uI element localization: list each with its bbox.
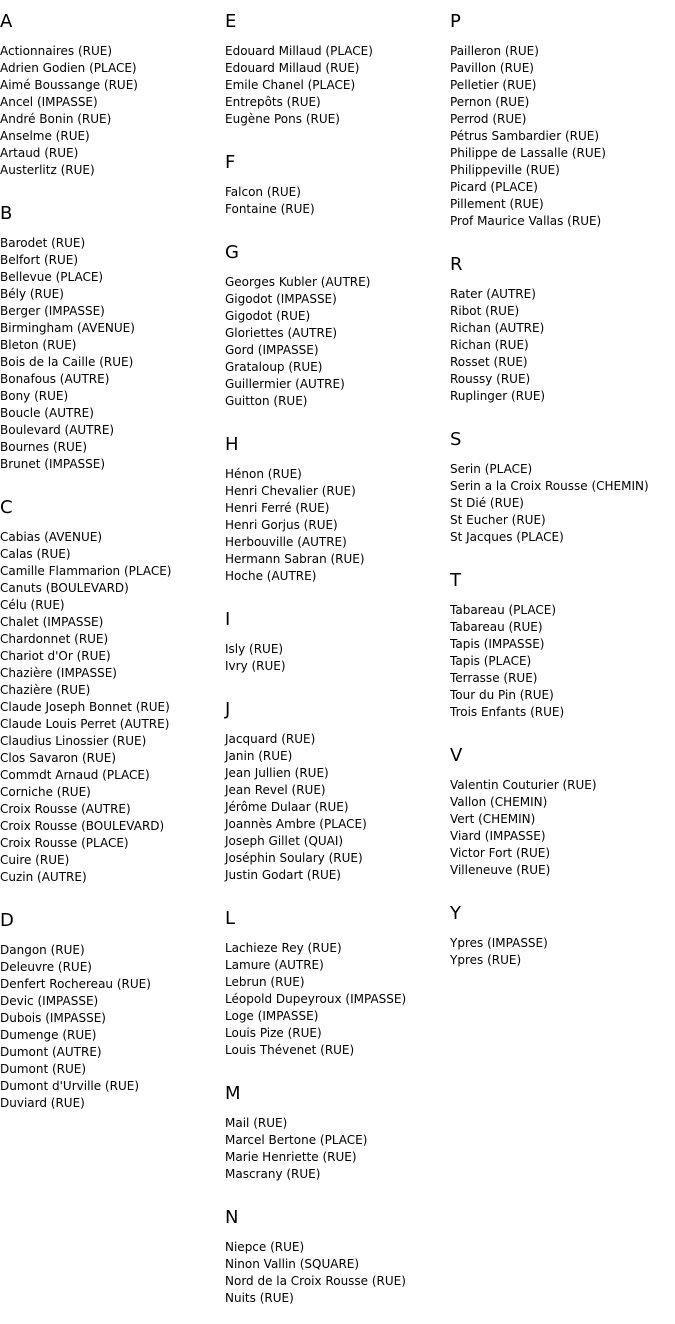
street-link[interactable]: Cabias (AVENUE)	[0, 530, 103, 544]
letter-heading: L	[225, 908, 236, 929]
street-link[interactable]: Viard (IMPASSE)	[450, 829, 546, 843]
letter-heading: T	[450, 570, 461, 591]
street-link[interactable]: Joannès Ambre (PLACE)	[225, 817, 367, 831]
street-link[interactable]: Gigodot (IMPASSE)	[225, 292, 337, 306]
street-link[interactable]: Adrien Godien (PLACE)	[0, 61, 137, 75]
street-link[interactable]: Mail (RUE)	[225, 1116, 288, 1130]
street-link[interactable]: Villeneuve (RUE)	[450, 863, 551, 877]
column-1	[0, 12, 225, 1112]
street-link[interactable]: Tapis (PLACE)	[450, 654, 532, 668]
street-link[interactable]: Chardonnet (RUE)	[0, 632, 109, 646]
letter-section-p	[450, 12, 675, 230]
street-link[interactable]: Grataloup (RUE)	[225, 360, 323, 374]
letter-section-y	[450, 904, 675, 969]
street-link[interactable]: Cuire (RUE)	[0, 853, 70, 867]
column-2	[225, 12, 450, 1307]
street-link[interactable]: Ypres (IMPASSE)	[450, 936, 548, 950]
street-link[interactable]: Croix Rousse (AUTRE)	[0, 802, 131, 816]
street-link[interactable]: Falcon (RUE)	[225, 185, 301, 199]
letter-heading: S	[450, 429, 462, 450]
street-link[interactable]: Commdt Arnaud (PLACE)	[0, 768, 150, 782]
street-link[interactable]: Serin (PLACE)	[450, 462, 533, 476]
street-link[interactable]: Canuts (BOULEVARD)	[0, 581, 129, 595]
street-link[interactable]: Aimé Boussange (RUE)	[0, 78, 138, 92]
street-link[interactable]: Picard (PLACE)	[450, 180, 538, 194]
letter-section-l	[225, 909, 450, 1059]
street-link[interactable]: Valentin Couturier (RUE)	[450, 778, 597, 792]
street-link[interactable]: Austerlitz (RUE)	[0, 163, 95, 177]
street-link[interactable]: Devic (IMPASSE)	[0, 994, 99, 1008]
street-link[interactable]: Tabareau (PLACE)	[450, 603, 557, 617]
letter-heading: G	[225, 242, 239, 263]
letter-section-j	[225, 700, 450, 884]
street-link[interactable]: Bournes (RUE)	[0, 440, 88, 454]
street-link[interactable]: Gloriettes (AUTRE)	[225, 326, 338, 340]
street-link[interactable]: Henri Ferré (RUE)	[225, 501, 330, 515]
street-link[interactable]: Emile Chanel (PLACE)	[225, 78, 356, 92]
street-link[interactable]: Tapis (IMPASSE)	[450, 637, 545, 651]
street-link[interactable]: Rosset (RUE)	[450, 355, 528, 369]
street-link[interactable]: Ribot (RUE)	[450, 304, 520, 318]
street-link[interactable]: Nord de la Croix Rousse (RUE)	[225, 1274, 406, 1288]
street-link[interactable]: Dumont (RUE)	[0, 1062, 87, 1076]
street-link[interactable]: Pavillon (RUE)	[450, 61, 534, 75]
street-link[interactable]: Henri Chevalier (RUE)	[225, 484, 356, 498]
street-link[interactable]: Richan (RUE)	[450, 338, 529, 352]
letter-section-v	[450, 746, 675, 879]
street-link[interactable]: Camille Flammarion (PLACE)	[0, 564, 172, 578]
street-link[interactable]: Pétrus Sambardier (RUE)	[450, 129, 600, 143]
street-link[interactable]: Gord (IMPASSE)	[225, 343, 319, 357]
street-link[interactable]: Ninon Vallin (SQUARE)	[225, 1257, 360, 1271]
street-link[interactable]: Anselme (RUE)	[0, 129, 90, 143]
street-link[interactable]: Louis Pize (RUE)	[225, 1026, 322, 1040]
letter-section-d	[0, 911, 225, 1112]
street-list	[450, 43, 675, 230]
letter-section-b	[0, 204, 225, 473]
street-link[interactable]: Nuits (RUE)	[225, 1291, 294, 1305]
street-link[interactable]: Dubois (IMPASSE)	[0, 1011, 106, 1025]
street-link[interactable]: Justin Godart (RUE)	[225, 868, 341, 882]
street-link[interactable]: Philippe de Lassalle (RUE)	[450, 146, 606, 160]
street-link[interactable]: Croix Rousse (BOULEVARD)	[0, 819, 165, 833]
street-list	[0, 235, 225, 473]
street-link[interactable]: Dumenge (RUE)	[0, 1028, 97, 1042]
letter-heading: F	[225, 152, 236, 173]
letter-section-i	[225, 610, 450, 675]
street-link[interactable]: Isly (RUE)	[225, 642, 284, 656]
letter-section-a	[0, 12, 225, 179]
letter-section-g	[225, 243, 450, 410]
street-link[interactable]: Bois de la Caille (RUE)	[0, 355, 134, 369]
letter-heading: R	[450, 254, 463, 275]
street-list	[225, 1239, 450, 1307]
street-link[interactable]: Lachieze Rey (RUE)	[225, 941, 342, 955]
street-link[interactable]: Richan (AUTRE)	[450, 321, 545, 335]
street-link[interactable]: Perrod (RUE)	[450, 112, 527, 126]
street-link[interactable]: Pillement (RUE)	[450, 197, 544, 211]
street-link[interactable]: Dumont (AUTRE)	[0, 1045, 102, 1059]
street-link[interactable]: Berger (IMPASSE)	[0, 304, 105, 318]
street-link[interactable]: Mascrany (RUE)	[225, 1167, 321, 1181]
street-link[interactable]: Bony (RUE)	[0, 389, 69, 403]
street-link[interactable]: Dangon (RUE)	[0, 943, 85, 957]
street-link[interactable]: Chazière (RUE)	[0, 683, 91, 697]
street-list	[450, 935, 675, 969]
street-list	[225, 940, 450, 1059]
street-link[interactable]: Pernon (RUE)	[450, 95, 530, 109]
street-link[interactable]: Denfert Rochereau (RUE)	[0, 977, 151, 991]
street-link[interactable]: Fontaine (RUE)	[225, 202, 315, 216]
street-link[interactable]: Vert (CHEMIN)	[450, 812, 536, 826]
street-link[interactable]: Brunet (IMPASSE)	[0, 457, 106, 471]
letter-section-n	[225, 1208, 450, 1307]
street-link[interactable]: Bély (RUE)	[0, 287, 64, 301]
column-3	[450, 12, 675, 969]
street-link[interactable]: Marie Henriette (RUE)	[225, 1150, 357, 1164]
street-list	[450, 286, 675, 405]
street-link[interactable]: Duviard (RUE)	[0, 1096, 85, 1110]
street-link[interactable]: Dumont d'Urville (RUE)	[0, 1079, 140, 1093]
letter-section-s	[450, 430, 675, 546]
street-link[interactable]: Boucle (AUTRE)	[0, 406, 94, 420]
street-link[interactable]: Célu (RUE)	[0, 598, 65, 612]
street-link[interactable]: St Dié (RUE)	[450, 496, 524, 510]
street-link[interactable]: St Jacques (PLACE)	[450, 530, 564, 544]
street-link[interactable]: Henri Gorjus (RUE)	[225, 518, 338, 532]
street-link[interactable]: Léopold Dupeyroux (IMPASSE)	[225, 992, 407, 1006]
street-link[interactable]: Ruplinger (RUE)	[450, 389, 546, 403]
street-list	[450, 777, 675, 879]
street-link[interactable]: Entrepôts (RUE)	[225, 95, 321, 109]
letter-section-t	[450, 571, 675, 721]
street-link[interactable]: Rater (AUTRE)	[450, 287, 536, 301]
street-list	[450, 461, 675, 546]
street-link[interactable]: Barodet (RUE)	[0, 236, 86, 250]
street-link[interactable]: Claudius Linossier (RUE)	[0, 734, 147, 748]
street-link[interactable]: Guillermier (AUTRE)	[225, 377, 345, 391]
letter-section-c	[0, 498, 225, 886]
street-link[interactable]: Loge (IMPASSE)	[225, 1009, 319, 1023]
street-link[interactable]: André Bonin (RUE)	[0, 112, 112, 126]
street-link[interactable]: Joséphin Soulary (RUE)	[225, 851, 363, 865]
street-link[interactable]: Louis Thévenet (RUE)	[225, 1043, 355, 1057]
street-link[interactable]: Pailleron (RUE)	[450, 44, 539, 58]
street-link[interactable]: Bellevue (PLACE)	[0, 270, 104, 284]
letter-section-f	[225, 153, 450, 218]
street-link[interactable]: Herbouville (AUTRE)	[225, 535, 347, 549]
letter-heading: J	[225, 699, 231, 720]
street-link[interactable]: Lebrun (RUE)	[225, 975, 305, 989]
street-list	[0, 43, 225, 179]
street-link[interactable]: Croix Rousse (PLACE)	[0, 836, 129, 850]
letter-heading: H	[225, 434, 239, 455]
street-link[interactable]: Jean Revel (RUE)	[225, 783, 326, 797]
letter-heading: D	[0, 910, 14, 931]
street-link[interactable]: Vallon (CHEMIN)	[450, 795, 548, 809]
street-link[interactable]: Edouard Millaud (PLACE)	[225, 44, 373, 58]
street-link[interactable]: Terrasse (RUE)	[450, 671, 538, 685]
letter-heading: B	[0, 203, 13, 224]
street-list	[225, 1115, 450, 1183]
street-link[interactable]: Hermann Sabran (RUE)	[225, 552, 365, 566]
street-link[interactable]: Hénon (RUE)	[225, 467, 302, 481]
street-link[interactable]: Janin (RUE)	[225, 749, 293, 763]
street-list	[225, 184, 450, 218]
letter-section-r	[450, 255, 675, 405]
street-list	[225, 43, 450, 128]
street-link[interactable]: Boulevard (AUTRE)	[0, 423, 115, 437]
street-link[interactable]: Tabareau (RUE)	[450, 620, 543, 634]
street-link[interactable]: Niepce (RUE)	[225, 1240, 305, 1254]
street-list	[225, 466, 450, 585]
letter-section-e	[225, 12, 450, 128]
street-list	[225, 731, 450, 884]
street-link[interactable]: Artaud (RUE)	[0, 146, 79, 160]
street-list	[225, 641, 450, 675]
letter-section-h	[225, 435, 450, 585]
street-link[interactable]: Trois Enfants (RUE)	[450, 705, 565, 719]
street-link[interactable]: Jacquard (RUE)	[225, 732, 316, 746]
street-link[interactable]: Ivry (RUE)	[225, 659, 286, 673]
street-list	[450, 602, 675, 721]
street-link[interactable]: Hoche (AUTRE)	[225, 569, 317, 583]
street-link[interactable]: Actionnaires (RUE)	[0, 44, 113, 58]
letter-heading: P	[450, 11, 461, 32]
street-link[interactable]: Georges Kubler (AUTRE)	[225, 275, 371, 289]
street-link[interactable]: Jérôme Dulaar (RUE)	[225, 800, 349, 814]
street-link[interactable]: Pelletier (RUE)	[450, 78, 537, 92]
letter-heading: M	[225, 1083, 241, 1104]
street-list	[0, 529, 225, 886]
street-link[interactable]: Birmingham (AVENUE)	[0, 321, 135, 335]
street-link[interactable]: Guitton (RUE)	[225, 394, 308, 408]
street-link[interactable]: Serin a la Croix Rousse (CHEMIN)	[450, 479, 649, 493]
street-link[interactable]: Claude Joseph Bonnet (RUE)	[0, 700, 170, 714]
letter-heading: E	[225, 11, 237, 32]
letter-heading: C	[0, 497, 13, 518]
street-link[interactable]: Jean Jullien (RUE)	[225, 766, 329, 780]
street-link[interactable]: Claude Louis Perret (AUTRE)	[0, 717, 170, 731]
letter-heading: N	[225, 1207, 239, 1228]
street-link[interactable]: Joseph Gillet (QUAI)	[225, 834, 344, 848]
letter-heading: I	[225, 609, 231, 630]
street-link[interactable]: Chariot d'Or (RUE)	[0, 649, 111, 663]
street-link[interactable]: Cuzin (AUTRE)	[0, 870, 87, 884]
street-link[interactable]: Tour du Pin (RUE)	[450, 688, 554, 702]
street-link[interactable]: Chalet (IMPASSE)	[0, 615, 104, 629]
street-link[interactable]: Edouard Millaud (RUE)	[225, 61, 360, 75]
street-link[interactable]: Deleuvre (RUE)	[0, 960, 92, 974]
street-link[interactable]: Gigodot (RUE)	[225, 309, 311, 323]
street-link[interactable]: Bleton (RUE)	[0, 338, 77, 352]
street-link[interactable]: Roussy (RUE)	[450, 372, 531, 386]
street-link[interactable]: St Eucher (RUE)	[450, 513, 546, 527]
letter-section-m	[225, 1084, 450, 1183]
street-list	[0, 942, 225, 1112]
street-link[interactable]: Marcel Bertone (PLACE)	[225, 1133, 368, 1147]
street-link[interactable]: Ypres (RUE)	[450, 953, 522, 967]
street-link[interactable]: Bonafous (AUTRE)	[0, 372, 110, 386]
street-link[interactable]: Lamure (AUTRE)	[225, 958, 324, 972]
street-link[interactable]: Victor Fort (RUE)	[450, 846, 551, 860]
street-link[interactable]: Belfort (RUE)	[0, 253, 79, 267]
street-link[interactable]: Ancel (IMPASSE)	[0, 95, 98, 109]
street-link[interactable]: Calas (RUE)	[0, 547, 71, 561]
street-link[interactable]: Chazière (IMPASSE)	[0, 666, 117, 680]
street-link[interactable]: Clos Savaron (RUE)	[0, 751, 117, 765]
street-link[interactable]: Philippeville (RUE)	[450, 163, 560, 177]
street-link[interactable]: Eugène Pons (RUE)	[225, 112, 340, 126]
street-link[interactable]: Corniche (RUE)	[0, 785, 91, 799]
letter-heading: V	[450, 745, 463, 766]
letter-heading: A	[0, 11, 13, 32]
street-link[interactable]: Prof Maurice Vallas (RUE)	[450, 214, 602, 228]
letter-heading: Y	[450, 903, 461, 924]
street-list	[225, 274, 450, 410]
